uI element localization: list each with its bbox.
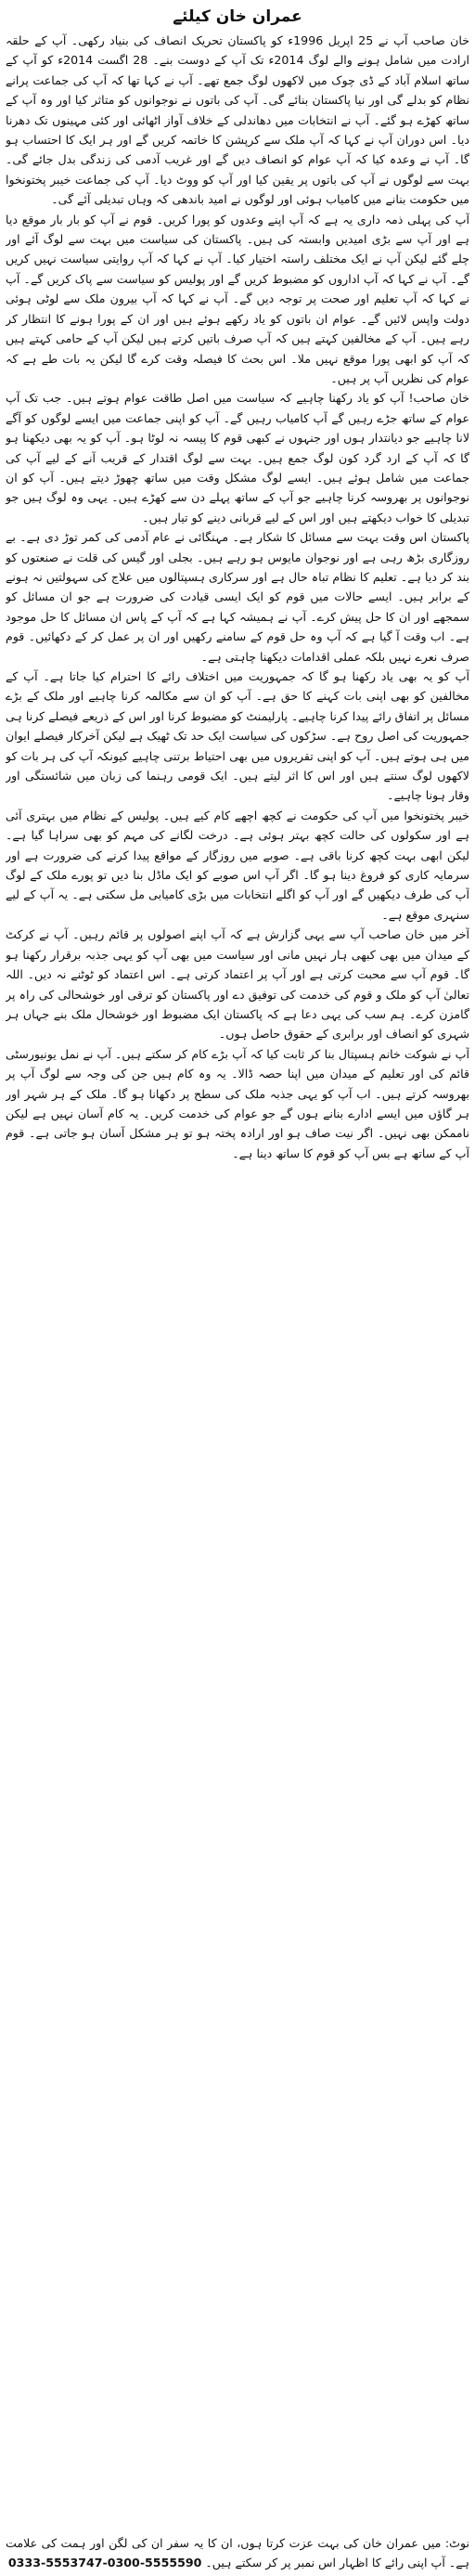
article-paragraph: آپ نے شوکت خانم ہسپتال بنا کر ثابت کیا کہ آپ بڑے کام کر سکتے ہیں۔ آپ نے نمل یونیورسٹی قائم کی اور تعلیم کے میدان میں اپنا حصہ ڈالا۔ یہ وہ کام ہیں جن کی وجہ سے لوگ آپ پر بھروسہ کرتے ہیں۔ اب آپ کو یہی جذبہ ملک کی سطح پر دکھانا ہو گا۔ ملک کے ہر شہر اور ہر گاؤں میں ایسے ادارے بنانے ہوں گے جو عوام کی خدمت کریں۔ یہ کام آسان نہیں ہے لیکن ناممکن بھی نہیں۔ اگر نیت صاف ہو اور ارادہ پختہ ہو تو ہر مشکل آسان ہو جاتی ہے۔ قوم آپ کے ساتھ ہے بس آپ کو قوم کا ساتھ دینا ہے۔ [6,1046,469,1160]
article-paragraph: پاکستان اس وقت بہت سے مسائل کا شکار ہے۔ مہنگائی نے عام آدمی کی کمر توڑ دی ہے۔ بے روزگاری بڑھ رہی ہے اور نوجوان مایوس ہو رہے ہیں۔ بجلی اور گیس کی قلت نے صنعتوں کو بند کر دیا ہے۔ تعلیم کا نظام تباہ حال ہے اور سرکاری ہسپتالوں میں علاج کی سہولتیں نہ ہونے کے برابر ہیں۔ ایسے حالات میں قوم کو ایک ایسی قیادت کی ضرورت ہے جو ان مسائل کو سمجھے اور ان کا حل پیش کرے۔ آپ نے ہمیشہ کہا ہے کہ آپ کے پاس ان مسائل کا حل موجود ہے۔ اب وقت آ گیا ہے کہ آپ وہ حل قوم کے سامنے رکھیں اور ان پر عمل کر کے دکھائیں۔ قوم صرف نعرے نہیں بلکہ عملی اقدامات دیکھنا چاہتی ہے۔ [6,530,469,664]
article-paragraph: خان صاحب! آپ کو یاد رکھنا چاہیے کہ سیاست میں اصل طاقت عوام ہوتے ہیں۔ جب تک آپ عوام کے ساتھ جڑے رہیں گے آپ کامیاب رہیں گے۔ آپ کو اپنی جماعت میں ایسے لوگوں کو آگے لانا چاہیے جو دیانتدار ہوں اور جنہوں نے کبھی قوم کا پیسہ نہ لوٹا ہو۔ آپ کو یہ بھی دیکھنا ہو گا کہ آپ کے ارد گرد کون لوگ جمع ہیں۔ بہت سے لوگ اقتدار کے قریب آنے کے لیے آپ کی جماعت میں شامل ہوئے ہیں۔ ایسے لوگ مشکل وقت میں ساتھ چھوڑ دیتے ہیں۔ آپ کو ان نوجوانوں پر بھروسہ کرنا چاہیے جو آپ کے ساتھ پہلے دن سے کھڑے ہیں۔ یہی وہ لوگ ہیں جو تبدیلی کا خواب دیکھتے ہیں اور اس کے لیے قربانی دینے کو تیار ہیں۔ [6,391,469,524]
article-footer-note [6,2533,469,2572]
footer-phone-number: 0333-5553747-0300-5555590 [7,2556,202,2570]
article-paragraph: آپ کی پہلی ذمہ داری یہ ہے کہ آپ اپنے وعدوں کو پورا کریں۔ قوم نے آپ کو بار بار موقع دیا ہے اور آپ سے بڑی امیدیں وابستہ کی ہیں۔ پاکستان کی سیاست میں بہت سے لوگ آئے اور چلے گئے لیکن آپ نے ایک مختلف راستہ اختیار کیا۔ آپ نے کہا کہ آپ روایتی سیاست نہیں کریں گے۔ آپ نے کہا کہ آپ اداروں کو مضبوط کریں گے اور پولیس کو سیاست سے پاک کریں گے۔ آپ نے کہا کہ آپ تعلیم اور صحت پر توجہ دیں گے۔ آپ نے کہا کہ آپ بیرون ملک سے لوٹی ہوئی دولت واپس لائیں گے۔ عوام ان باتوں کو یاد رکھے ہوئے ہیں اور ان کے پورا ہونے کا انتظار کر رہے ہیں۔ آپ کے مخالفین کہتے ہیں کہ آپ صرف باتیں کرتے ہیں لیکن آپ کے حامی کہتے ہیں کہ آپ کو ابھی پورا موقع نہیں ملا۔ اس بحث کا فیصلہ وقت کرے گا لیکن یہ بات طے ہے کہ عوام کی نظریں آپ پر ہیں۔ [6,212,469,385]
article-paragraph: خیبر پختونخوا میں آپ کی حکومت نے کچھ اچھے کام کیے ہیں۔ پولیس کے نظام میں بہتری آئی ہے اور سکولوں کی حالت کچھ بہتر ہوئی ہے۔ درخت لگانے کی مہم کو بھی سراہا گیا ہے۔ لیکن ابھی بہت کچھ کرنا باقی ہے۔ صوبے میں روزگار کے مواقع پیدا کرنے کی ضرورت ہے اور سرمایہ کاری کو فروغ دینا ہو گا۔ اگر آپ اس صوبے کو ایک ماڈل بنا دیں تو پورے ملک کے لوگ آپ کی طرف دیکھیں گے اور آپ کو اگلے انتخابات میں بڑی کامیابی مل سکتی ہے۔ یہ آپ کے لیے سنہری موقع ہے۔ [6,808,469,922]
article-body [6,31,469,2542]
article-paragraph: آپ کو یہ بھی یاد رکھنا ہو گا کہ جمہوریت میں اختلاف رائے کا احترام کیا جاتا ہے۔ آپ کے مخالفین کو بھی اپنی بات کہنے کا حق ہے۔ آپ کو ان سے مکالمہ کرنا چاہیے اور ملک کے بڑے مسائل پر اتفاق رائے پیدا کرنا چاہیے۔ پارلیمنٹ کو مضبوط کرنا اور اس کے ذریعے فیصلے کرنا ہی جمہوریت کی اصل روح ہے۔ سڑکوں کی سیاست ایک حد تک ٹھیک ہے لیکن آخرکار فیصلے ایوان میں ہی ہوتے ہیں۔ آپ کو اپنی تقریروں میں بھی احتیاط برتنی چاہیے کیونکہ آپ کی ہر بات کو لاکھوں لوگ سنتے ہیں اور اس کا اثر لیتے ہیں۔ ایک قومی رہنما کی زبان میں شائستگی اور وقار ہونا چاہیے۔ [6,669,469,803]
article-paragraph: آخر میں خان صاحب آپ سے یہی گزارش ہے کہ آپ اپنے اصولوں پر قائم رہیں۔ آپ نے کرکٹ کے میدان میں بھی کبھی ہار نہیں مانی اور سیاست میں بھی آپ کو یہی جذبہ برقرار رکھنا ہو گا۔ قوم آپ سے محبت کرتی ہے اور آپ پر اعتماد کرتی ہے۔ اس اعتماد کو ٹوٹنے نہ دیں۔ اللہ تعالیٰ آپ کو ملک و قوم کی خدمت کی توفیق دے اور پاکستان کو ترقی اور خوشحالی کی راہ پر گامزن کرے۔ ہم سب کی یہی دعا ہے کہ پاکستان ایک مضبوط اور خوشحال ملک بنے جہاں ہر شہری کو انصاف اور برابری کے حقوق حاصل ہوں۔ [6,927,469,1042]
footer-note-text: نوٹ: میں عمران خان کی بہت عزت کرتا ہوں، ان کا یہ سفر ان کی لگن اور ہمت کی علامت ہے۔ آپ اپنی رائے کا اظہار اس نمبر پر کر سکتے ہیں۔ [6,2536,469,2570]
article-paragraph: خان صاحب آپ نے 25 اپریل 1996ء کو پاکستان تحریک انصاف کی بنیاد رکھی۔ آپ کے حلقہ ارادت میں شامل ہونے والے لوگ 2014ء تک آپ کے دوست بنے۔ 28 اگست 2014ء کو آپ کے ساتھ اسلام آباد کے ڈی چوک میں لاکھوں لوگ جمع تھے۔ آپ نے کہا تھا کہ آپ کی جماعت پرانے نظام کو بدلے گی اور نیا پاکستان بنائے گی۔ آپ کی باتوں نے نوجوانوں کو متاثر کیا اور وہ آپ کے ساتھ کھڑے ہو گئے۔ آپ نے انتخابات میں دھاندلی کے خلاف آواز اٹھائی اور کئی مہینوں تک دھرنا دیا۔ اس دوران آپ نے کہا کہ آپ ملک سے کرپشن کا خاتمہ کریں گے اور ہر ایک کا احتساب ہو گا۔ آپ نے وعدہ کیا کہ آپ عوام کو انصاف دیں گے اور غریب آدمی کی زندگی بدل جائے گی۔ بہت سے لوگوں نے آپ کی باتوں پر یقین کیا اور آپ کو ووٹ دیا۔ آپ کی جماعت خیبر پختونخوا میں حکومت بنانے میں کامیاب ہوئی اور لوگوں نے امید باندھی کہ وہاں تبدیلی آئے گی۔ [6,33,469,207]
article-title: عمران خان کیلئے [173,7,302,26]
